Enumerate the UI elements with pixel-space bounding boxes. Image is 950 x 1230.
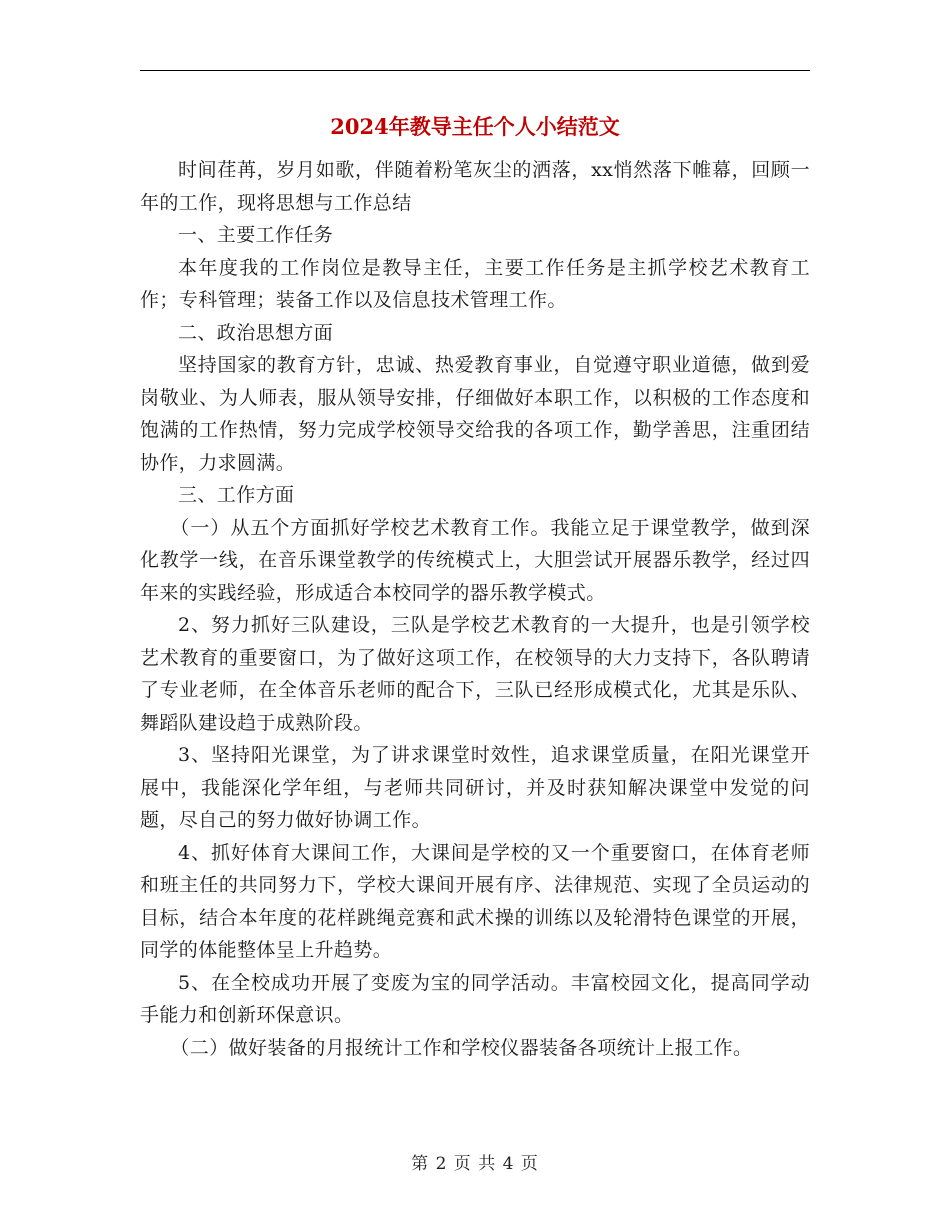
paragraph-main-tasks: 本年度我的工作岗位是教导主任，主要工作任务是主抓学校艺术教育工作；专科管理；装备工作以及信息技术管理工作。 [140, 256, 810, 311]
paragraph-work-item-3: 3、坚持阳光课堂，为了讲求课堂时效性，追求课堂质量，在阳光课堂开展中，我能深化学年组，与老师共同研讨，并及时获知解决课堂中发觉的问题，尽自己的努力做好协调工作。 [140, 744, 810, 831]
page-footer: 第 2 页 共 4 页 [411, 1154, 539, 1174]
paragraph-work-part-2: （二）做好装备的月报统计工作和学校仪器装备各项统计上报工作。 [170, 1036, 753, 1059]
paragraph-work-item-4: 4、抓好体育大课间工作，大课间是学校的又一个重要窗口，在体育老师和班主任的共同努力下，学校大课间开展有序、法律规范、实现了全员运动的目标，结合本年度的花样跳绳竞赛和武术操的训练以及轮滑特色课堂的开展，同学的体能整体呈上升趋势。 [140, 841, 810, 961]
heading-political-thought: 二、政治思想方面 [178, 321, 334, 344]
paragraph-political-thought: 坚持国家的教育方针，忠诚、热爱教育事业，自觉遵守职业道德，做到爱岗敬业、为人师表，服从领导安排，仔细做好本职工作，以积极的工作态度和饱满的工作热情，努力完成学校领导交给我的各项工作，勤学善思，注重团结协作，力求圆满。 [140, 354, 810, 474]
header-rule [140, 70, 810, 71]
heading-main-tasks: 一、主要工作任务 [178, 224, 334, 246]
paragraph-work-item-2: 2、努力抓好三队建设，三队是学校艺术教育的一大提升，也是引领学校艺术教育的重要窗口，为了做好这项工作，在校领导的大力支持下，各队聘请了专业老师，在全体音乐老师的配合下，三队已经形成模式化，尤其是乐队、舞蹈队建设趋于成熟阶段。 [140, 614, 810, 734]
paragraph-work-item-5: 5、在全校成功开展了变废为宝的同学活动。丰富校园文化，提高同学动手能力和创新环保意识。 [140, 971, 810, 1026]
paragraph-intro: 时间荏苒，岁月如歌，伴随着粉笔灰尘的洒落，xx悄然落下帷幕，回顾一年的工作，现将思想与工作总结 [140, 159, 810, 214]
document-body [140, 154, 810, 1064]
document-title: 2024年教导主任个人小结范文 [330, 114, 620, 139]
heading-work: 三、工作方面 [178, 484, 295, 506]
paragraph-work-part-1: （一）从五个方面抓好学校艺术教育工作。我能立足于课堂教学，做到深化教学一线，在音乐课堂教学的传统模式上，大胆尝试开展器乐教学，经过四年来的实践经验，形成适合本校同学的器乐教学模式。 [140, 516, 810, 604]
